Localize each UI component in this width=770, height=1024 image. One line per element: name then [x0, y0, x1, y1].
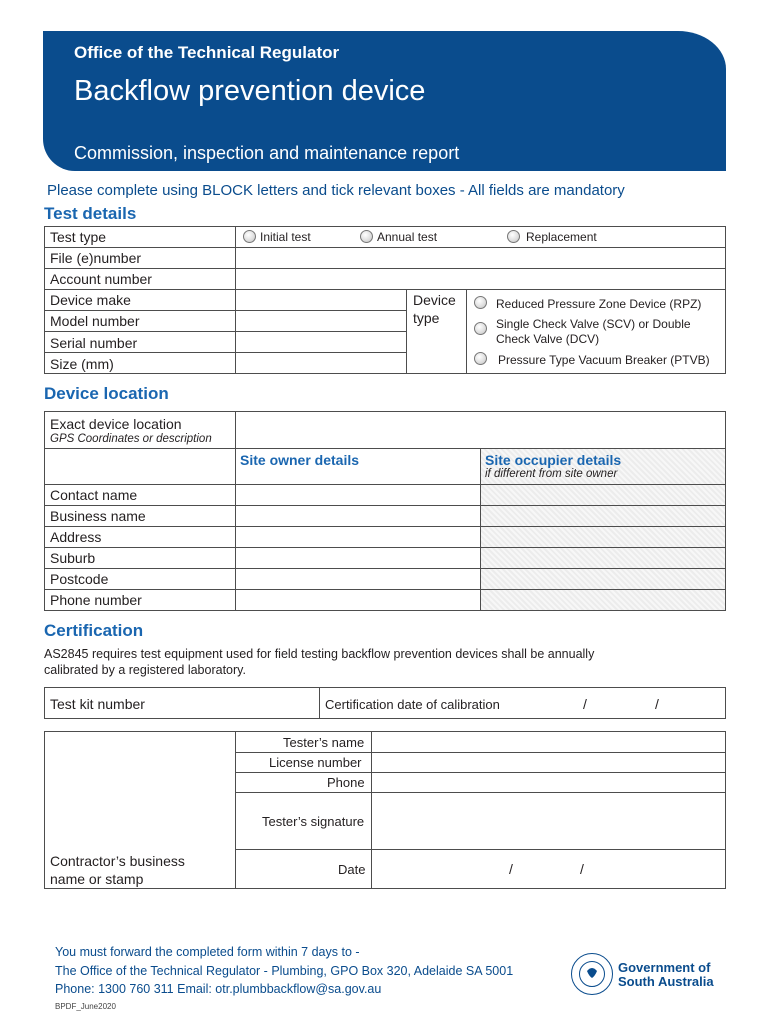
label-postcode: Postcode: [50, 571, 109, 587]
divider: [235, 772, 726, 773]
divider: [44, 526, 726, 527]
divider: [44, 589, 726, 590]
radio-scv-dcv[interactable]: [474, 322, 487, 335]
org-name: Office of the Technical Regulator: [74, 43, 340, 62]
label-license-number: License number: [269, 755, 362, 770]
label-phone: Phone: [327, 775, 365, 790]
cal-date-slash-2: /: [655, 696, 659, 712]
test-details-title: Test details: [44, 204, 137, 223]
certification-title: Certification: [44, 621, 144, 640]
option-ptvb: Pressure Type Vacuum Breaker (PTVB): [498, 353, 710, 367]
cert-note-1: AS2845 requires test equipment used for field testing backflow prevention devices shall be annually: [44, 647, 595, 661]
label-contact-name: Contact name: [50, 487, 138, 503]
label-exact-location: Exact device location: [50, 416, 182, 432]
gov-line-1: Government of: [618, 960, 711, 975]
device-location-title: Device location: [44, 384, 169, 403]
divider: [235, 849, 726, 850]
divider: [44, 352, 407, 353]
instructions: Please complete using BLOCK letters and tick relevant boxes - All fields are mandatory: [47, 182, 625, 199]
radio-rpz[interactable]: [474, 296, 487, 309]
option-replacement: Replacement: [526, 230, 597, 244]
divider: [319, 687, 320, 719]
label-test-type: Test type: [50, 229, 107, 245]
label-signature: Tester’s signature: [262, 814, 365, 829]
date-slash-1: /: [509, 861, 513, 877]
site-occupier-header: Site occupier details: [485, 452, 622, 468]
label-address: Address: [50, 529, 102, 545]
option-scv: Single Check Valve (SCV) or Double: [496, 317, 691, 331]
label-date: Date: [338, 862, 366, 877]
label-phone-number: Phone number: [50, 592, 142, 608]
option-dcv: Check Valve (DCV): [496, 332, 600, 346]
footer-line-3: Phone: 1300 760 311 Email: otr.plumbbackflow@sa.gov.au: [55, 982, 382, 996]
footer-line-1: You must forward the completed form within 7 days to -: [55, 945, 360, 959]
page-title: Backflow prevention device: [74, 75, 426, 107]
label-size: Size (mm): [50, 356, 114, 372]
divider: [44, 448, 726, 449]
divider: [44, 505, 726, 506]
label-serial-number: Serial number: [50, 335, 138, 351]
divider: [44, 547, 726, 548]
label-calibration-date: Certification date of calibration: [325, 697, 500, 712]
label-device-type-2: type: [413, 310, 440, 326]
label-business-name: Business name: [50, 508, 146, 524]
site-owner-header: Site owner details: [240, 452, 360, 468]
divider: [44, 568, 726, 569]
divider: [466, 289, 467, 374]
occupier-hint: if different from site owner: [485, 468, 618, 480]
label-account-number: Account number: [50, 271, 152, 287]
date-slash-2: /: [580, 861, 584, 877]
label-file-number: File (e)number: [50, 250, 142, 266]
label-test-kit: Test kit number: [50, 696, 145, 712]
divider: [235, 411, 236, 611]
divider: [44, 331, 407, 332]
label-suburb: Suburb: [50, 550, 96, 566]
label-device-type-1: Device: [413, 292, 456, 308]
divider: [44, 268, 726, 269]
header-banner: [43, 31, 726, 171]
label-model-number: Model number: [50, 313, 140, 329]
radio-annual-test[interactable]: [360, 230, 373, 243]
divider: [235, 792, 726, 793]
hint-gps: GPS Coordinates or description: [50, 433, 212, 445]
page-subtitle: Commission, inspection and maintenance report: [74, 143, 460, 163]
gov-line-2: South Australia: [618, 974, 714, 989]
divider: [371, 731, 372, 889]
form-code: BPDF_June2020: [55, 1002, 116, 1011]
radio-replacement[interactable]: [507, 230, 520, 243]
label-contractor-1: Contractor’s business: [50, 853, 185, 869]
divider: [44, 247, 726, 248]
option-initial-test: Initial test: [260, 230, 311, 244]
label-contractor-2: name or stamp: [50, 871, 144, 887]
option-annual-test: Annual test: [377, 230, 438, 244]
divider: [44, 484, 726, 485]
footer-line-2: The Office of the Technical Regulator - Plumbing, GPO Box 320, Adelaide SA 5001: [55, 964, 514, 978]
label-tester-name: Tester’s name: [283, 735, 365, 750]
sa-seal-icon: [571, 953, 613, 995]
cert-note-2: calibrated by a registered laboratory.: [44, 663, 246, 677]
divider: [44, 289, 726, 290]
divider: [235, 731, 236, 889]
divider: [406, 289, 407, 374]
divider: [480, 448, 481, 611]
divider: [44, 310, 407, 311]
radio-initial-test[interactable]: [243, 230, 256, 243]
cal-date-slash-1: /: [583, 696, 587, 712]
radio-ptvb[interactable]: [474, 352, 487, 365]
divider: [235, 752, 726, 753]
label-device-make: Device make: [50, 292, 131, 308]
option-rpz: Reduced Pressure Zone Device (RPZ): [496, 297, 702, 311]
